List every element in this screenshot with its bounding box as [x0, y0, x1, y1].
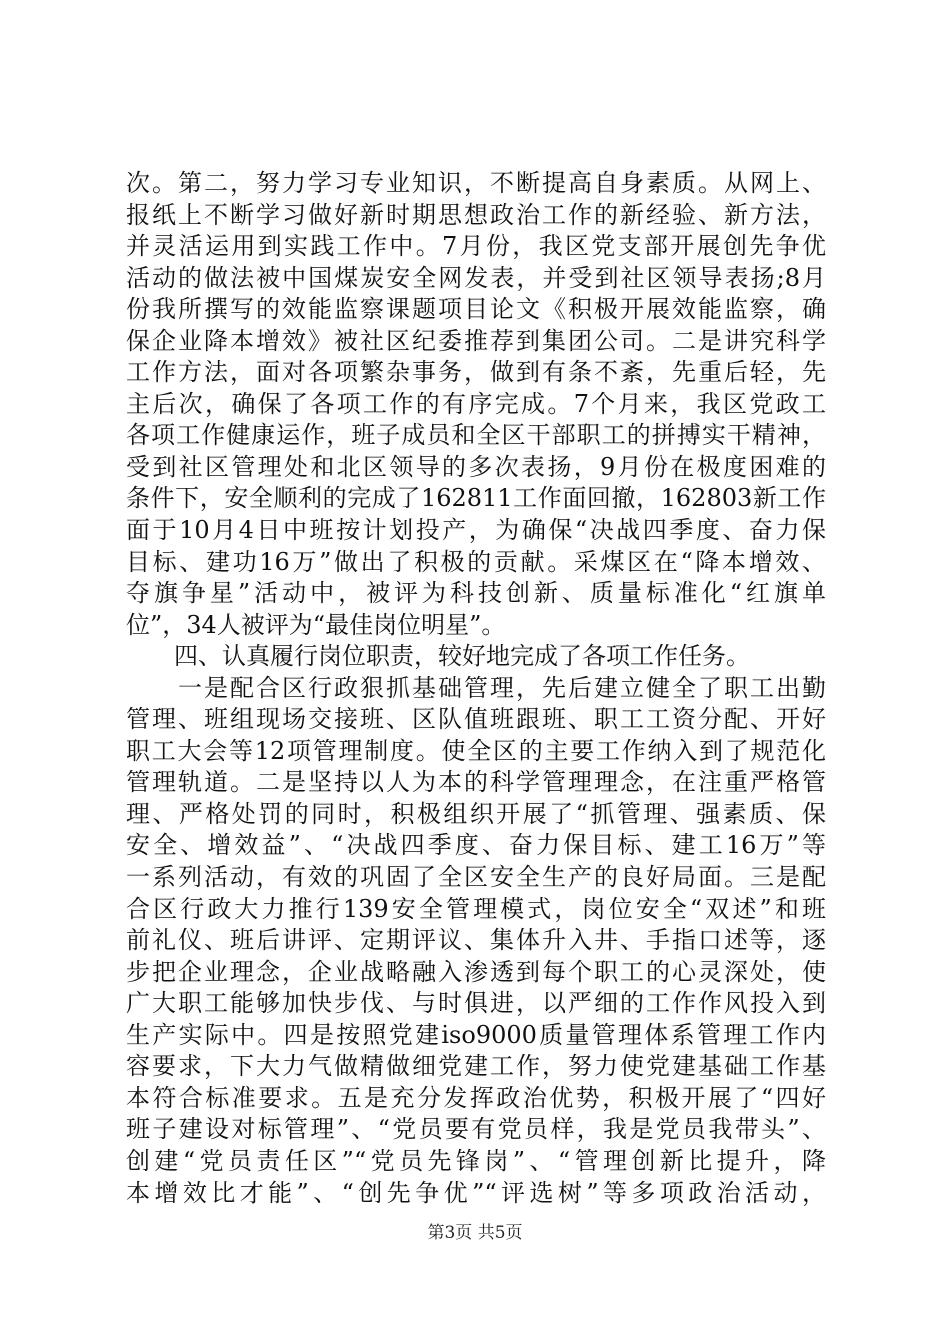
- text-line: 目标、建功16万”做出了积极的贡献。采煤区在“降本增效、: [126, 547, 826, 576]
- text-line: 份我所撰写的效能监察课题项目论文《积极开展效能监察，确: [126, 295, 826, 324]
- text-line: 本增效比才能”、“创先争优”“评选树”等多项政治活动，: [126, 1178, 826, 1207]
- document-body: [126, 168, 826, 1209]
- text-line: 创建“党员责任区”“党员先锋岗”、“管理创新比提升，降: [126, 1146, 826, 1175]
- text-line: 位”，34人被评为“最佳岗位明星”。: [126, 610, 506, 639]
- text-line: 生产实际中。四是按照党建iso9000质量管理体系管理工作内: [126, 1020, 826, 1049]
- text-line: 面于10月4日中班按计划投产，为确保“决战四季度、奋力保: [126, 516, 826, 545]
- text-line: 合区行政大力推行139安全管理模式，岗位安全“双述”和班: [126, 894, 826, 923]
- text-line: 受到社区管理处和北区领导的多次表扬，9月份在极度困难的: [126, 452, 826, 481]
- text-line: 次。第二，努力学习专业知识，不断提高自身素质。从网上、: [126, 169, 826, 197]
- text-line: 一是配合区行政狠抓基础管理，先后建立健全了职工出勤: [126, 673, 826, 702]
- text-line: 四、认真履行岗位职责，较好地完成了各项工作任务。: [126, 642, 750, 671]
- text-line: 容要求，下大力气做精做细党建工作，努力使党建基础工作基: [126, 1052, 826, 1081]
- text-line: 前礼仪、班后讲评、定期评议、集体升入井、手指口述等，逐: [126, 926, 826, 955]
- text-line: 并灵活运用到实践工作中。7月份，我区党支部开展创先争优: [126, 232, 826, 261]
- text-line: 各项工作健康运作，班子成员和全区干部职工的拼搏实干精神，: [126, 421, 826, 450]
- text-line: 管理、班组现场交接班、区队值班跟班、职工工资分配、开好: [126, 705, 826, 734]
- page-footer: 第3页 共5页: [427, 1223, 523, 1243]
- text-line: 本符合标准要求。五是充分发挥政治优势，积极开展了“四好: [126, 1083, 826, 1112]
- text-line: 条件下，安全顺利的完成了162811工作面回撤，162803新工作: [126, 484, 826, 513]
- text-line: 职工大会等12项管理制度。使全区的主要工作纳入到了规范化: [126, 736, 826, 765]
- text-line: 保企业降本增效》被社区纪委推荐到集团公司。二是讲究科学: [126, 326, 826, 355]
- text-line: 工作方法，面对各项繁杂事务，做到有条不紊，先重后轻，先: [126, 358, 826, 387]
- text-line: 活动的做法被中国煤炭安全网发表，并受到社区领导表扬;8月: [126, 263, 826, 292]
- text-line: 管理轨道。二是坚持以人为本的科学管理理念，在注重严格管: [126, 768, 826, 797]
- text-line: 理、严格处罚的同时，积极组织开展了“抓管理、强素质、保: [126, 799, 826, 828]
- text-line: 夺旗争星”活动中，被评为科技创新、质量标准化“红旗单: [126, 579, 826, 608]
- text-line: 班子建设对标管理”、“党员要有党员样，我是党员我带头”、: [126, 1115, 826, 1144]
- text-line: 广大职工能够加快步伐、与时俱进，以严细的工作作风投入到: [126, 989, 826, 1018]
- text-line: 步把企业理念，企业战略融入渗透到每个职工的心灵深处，使: [126, 957, 826, 986]
- text-line: 主后次，确保了各项工作的有序完成。7个月来，我区党政工: [126, 389, 826, 418]
- text-line: 报纸上不断学习做好新时期思想政治工作的新经验、新方法，: [126, 200, 826, 229]
- text-line: 安全、增效益”、“决战四季度、奋力保目标、建工16万”等: [126, 831, 826, 860]
- text-line: 一系列活动，有效的巩固了全区安全生产的良好局面。三是配: [126, 863, 826, 892]
